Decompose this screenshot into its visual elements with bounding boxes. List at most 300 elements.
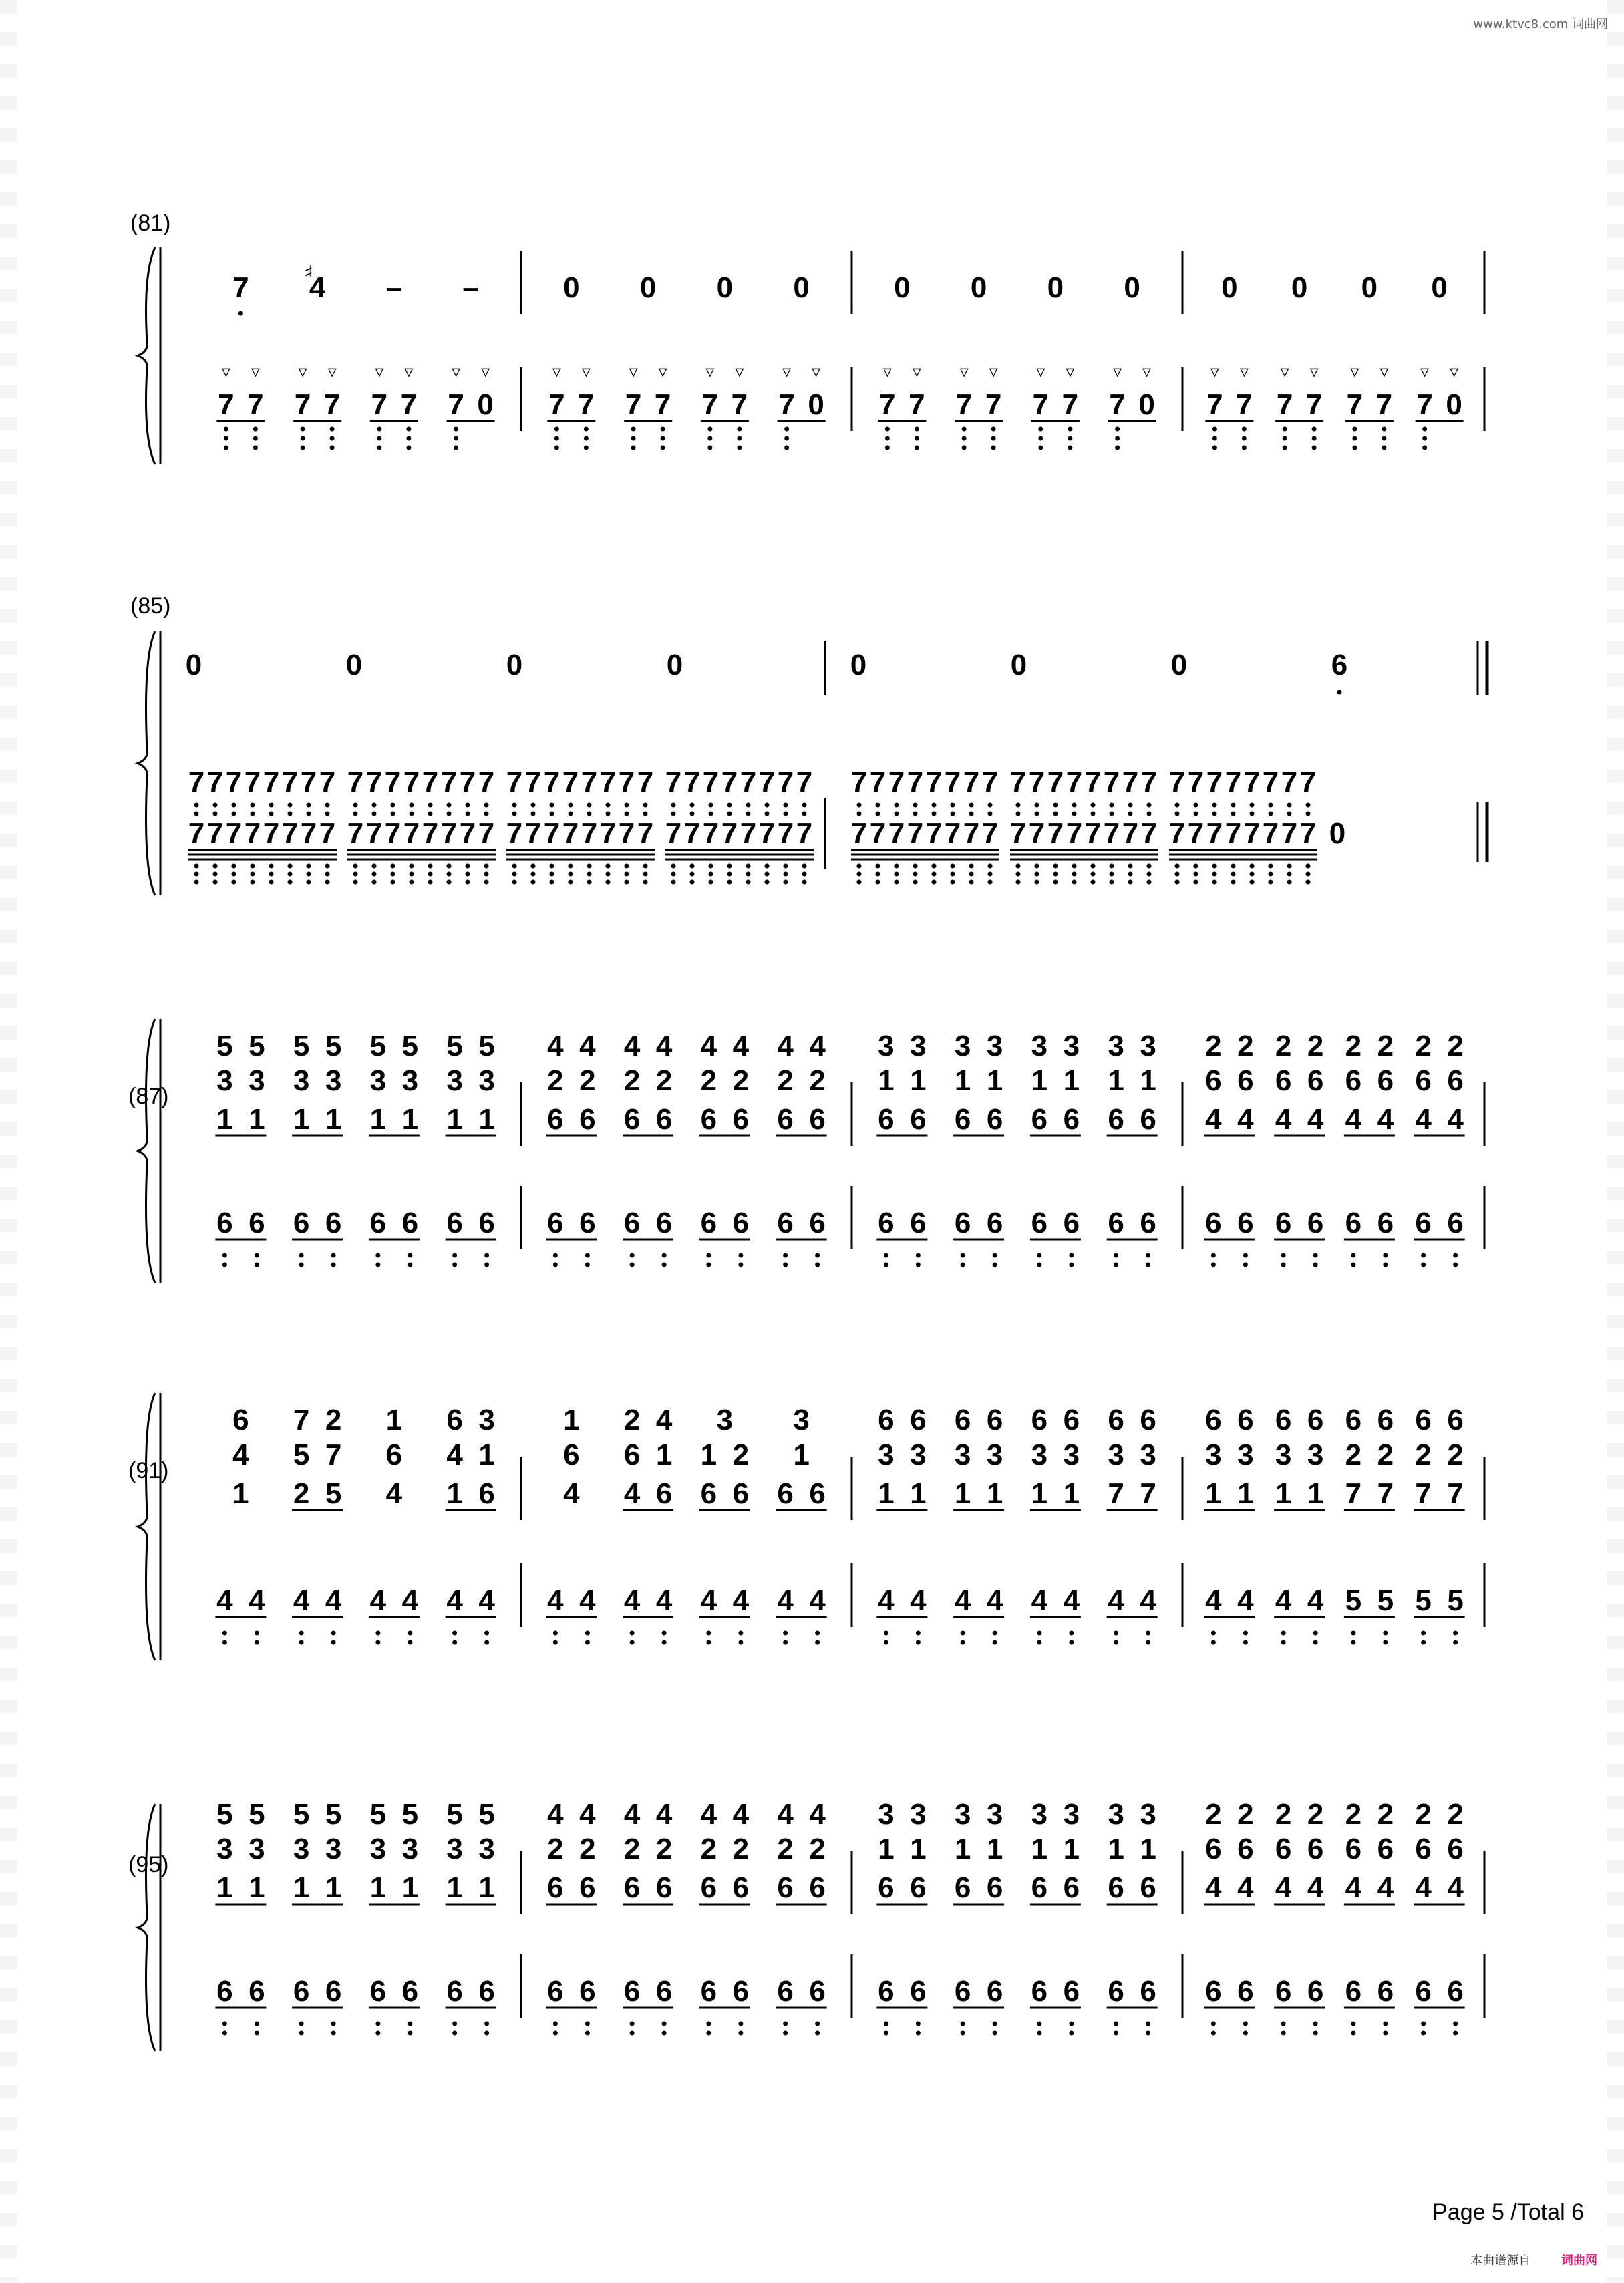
octave-dot — [746, 812, 751, 816]
chord-note: 3 — [910, 1030, 927, 1062]
chord-note: 2 — [809, 1064, 826, 1097]
octave-dot — [884, 1640, 888, 1645]
octave-dot — [288, 864, 293, 869]
chord-note: 6 — [655, 1103, 673, 1136]
bass-note: 7 — [701, 388, 719, 421]
chord-note: 3 — [1063, 1438, 1080, 1471]
bass-note: 7 — [188, 766, 205, 798]
bass-note: 6 — [655, 1207, 673, 1239]
chord-note: 6 — [1345, 1404, 1362, 1436]
chord-note: 1 — [1237, 1477, 1254, 1510]
bass-note: 7 — [1047, 817, 1064, 850]
treble-note: – — [385, 271, 403, 304]
chord-note: 2 — [777, 1064, 794, 1097]
octave-dot — [784, 872, 788, 877]
octave-dot — [375, 2031, 380, 2036]
octave-dot — [932, 812, 937, 816]
octave-dot — [1072, 872, 1077, 877]
octave-dot — [484, 2022, 489, 2026]
octave-dot — [1382, 436, 1386, 441]
chord-note: 3 — [1031, 1438, 1048, 1471]
bass-note: 7 — [888, 817, 905, 850]
octave-dot — [1383, 2031, 1388, 2036]
octave-dot — [662, 1263, 667, 1267]
octave-dot — [961, 1631, 965, 1636]
treble-note: 0 — [1010, 649, 1027, 681]
bass-note: 7 — [1140, 817, 1158, 850]
octave-dot — [1194, 880, 1198, 885]
bass-note: 7 — [319, 817, 336, 850]
octave-dot — [709, 812, 713, 816]
measure-number: (81) — [130, 210, 171, 236]
bass-note: 7 — [625, 388, 642, 421]
octave-dot — [784, 812, 788, 816]
chord-note: 2 — [1275, 1030, 1292, 1062]
chord-note: 6 — [623, 1438, 641, 1471]
octave-dot — [372, 812, 377, 816]
chord-note: 2 — [1237, 1798, 1254, 1831]
octave-dot — [1231, 864, 1236, 869]
bass-note: 7 — [422, 766, 439, 798]
bass-note: 7 — [1243, 766, 1261, 798]
chord-note: 1 — [563, 1404, 580, 1436]
bass-note: 7 — [1103, 766, 1120, 798]
chord-note: 2 — [655, 1833, 673, 1865]
octave-dot — [466, 880, 470, 885]
octave-dot — [857, 812, 862, 816]
octave-dot — [391, 880, 395, 885]
octave-dot — [213, 880, 218, 885]
octave-dot — [625, 812, 629, 816]
bass-note: 7 — [963, 766, 980, 798]
chord-note: 6 — [1377, 1404, 1394, 1436]
octave-dot — [1383, 1263, 1388, 1267]
octave-dot — [1352, 436, 1357, 441]
octave-dot — [251, 803, 255, 808]
octave-dot — [671, 872, 676, 877]
chord-note: 1 — [325, 1103, 342, 1136]
octave-dot — [738, 2022, 743, 2026]
bass-note: 6 — [700, 1207, 717, 1239]
brace — [138, 1804, 155, 2051]
octave-dot — [1146, 1631, 1150, 1636]
octave-dot — [1212, 446, 1217, 450]
chord-note: 1 — [700, 1438, 717, 1471]
octave-dot — [630, 1253, 635, 1258]
chord-note: 6 — [1307, 1064, 1324, 1097]
chord-note: 1 — [1031, 1064, 1048, 1097]
octave-dot — [325, 880, 330, 885]
octave-dot — [1110, 812, 1114, 816]
bass-note: 7 — [562, 817, 579, 850]
octave-dot — [1146, 1640, 1150, 1645]
octave-dot — [466, 864, 470, 869]
octave-dot — [1072, 803, 1077, 808]
octave-dot — [1421, 2031, 1426, 2036]
octave-dot — [410, 812, 414, 816]
octave-dot — [988, 803, 993, 808]
octave-dot — [783, 2031, 788, 2036]
octave-dot — [1243, 2022, 1248, 2026]
octave-dot — [1114, 1640, 1118, 1645]
octave-dot — [884, 2031, 888, 2036]
chord-note: 5 — [216, 1798, 233, 1831]
octave-dot — [969, 864, 974, 869]
octave-dot — [961, 2022, 965, 2026]
bass-note: 0 — [808, 388, 824, 421]
bass-note: 4 — [216, 1584, 233, 1617]
octave-dot — [727, 803, 732, 808]
octave-dot — [410, 872, 414, 877]
octave-dot — [1053, 864, 1058, 869]
octave-dot — [585, 2022, 590, 2026]
bass-note: 6 — [1140, 1975, 1156, 2008]
staccato-mark: ▿ — [221, 362, 230, 382]
octave-dot — [671, 864, 676, 869]
octave-dot — [706, 1253, 711, 1258]
chord-note: 2 — [325, 1404, 342, 1436]
octave-dot — [452, 1631, 457, 1636]
chord-note: 1 — [249, 1103, 265, 1136]
chord-note: 1 — [1108, 1064, 1124, 1097]
treble-note: 0 — [666, 649, 683, 681]
brand-footer — [1470, 2251, 1597, 2268]
octave-dot — [255, 2031, 259, 2036]
bass-note: 4 — [655, 1584, 673, 1617]
bass-note: 6 — [910, 1975, 927, 2008]
octave-dot — [1053, 872, 1058, 877]
chord-note: 6 — [1205, 1064, 1222, 1097]
octave-dot — [331, 2031, 336, 2036]
bass-note: 7 — [683, 817, 701, 850]
octave-dot — [690, 864, 695, 869]
chord-note: 3 — [910, 1798, 927, 1831]
octave-dot — [671, 812, 676, 816]
octave-dot — [1069, 2031, 1074, 2036]
octave-dot — [375, 2022, 380, 2026]
staccato-mark: ▿ — [1280, 362, 1289, 382]
octave-dot — [1211, 1263, 1216, 1267]
staccato-mark: ▿ — [1239, 362, 1249, 382]
octave-dot — [377, 436, 381, 441]
octave-dot — [554, 446, 559, 450]
octave-dot — [331, 2022, 336, 2026]
octave-dot — [951, 872, 955, 877]
octave-dot — [1212, 436, 1217, 441]
bass-note: 6 — [1377, 1207, 1394, 1239]
bass-note: 7 — [637, 766, 654, 798]
octave-dot — [784, 880, 788, 885]
chord-note: 4 — [1415, 1871, 1432, 1904]
octave-dot — [194, 812, 199, 816]
octave-dot — [630, 2022, 635, 2026]
chord-note: 2 — [1345, 1798, 1362, 1831]
octave-dot — [484, 872, 489, 877]
bass-note: 7 — [319, 766, 336, 798]
bass-note: 4 — [954, 1584, 971, 1617]
chord-note: 1 — [1108, 1833, 1124, 1865]
octave-dot — [251, 812, 255, 816]
octave-dot — [1281, 1631, 1286, 1636]
octave-dot — [353, 812, 358, 816]
staccato-mark: ▿ — [1309, 362, 1319, 382]
octave-dot — [1016, 880, 1021, 885]
octave-dot — [1212, 812, 1217, 816]
chord-note: 6 — [954, 1404, 971, 1436]
octave-dot — [1312, 436, 1317, 441]
octave-dot — [512, 864, 517, 869]
octave-dot — [325, 803, 330, 808]
octave-dot — [738, 2031, 743, 2036]
bass-note: 6 — [369, 1207, 387, 1239]
octave-dot — [391, 812, 395, 816]
chord-note: 2 — [547, 1833, 564, 1865]
chord-note: 3 — [954, 1438, 971, 1471]
octave-dot — [1421, 2022, 1426, 2026]
octave-dot — [884, 1631, 888, 1636]
chord-note: 2 — [1345, 1438, 1362, 1471]
bass-note: 6 — [579, 1207, 596, 1239]
octave-dot — [1242, 436, 1247, 441]
chord-note: 6 — [809, 1871, 826, 1904]
chord-note: 4 — [563, 1477, 580, 1510]
octave-dot — [709, 880, 713, 885]
bass-note: 6 — [986, 1975, 1003, 2008]
bass-note: 6 — [700, 1975, 717, 2008]
octave-dot — [631, 427, 636, 432]
chord-note: 2 — [1275, 1798, 1292, 1831]
chord-note: 6 — [1377, 1833, 1394, 1865]
octave-dot — [1421, 1640, 1426, 1645]
octave-dot — [993, 1253, 997, 1258]
bass-note: 4 — [1205, 1584, 1222, 1617]
chord-note: 6 — [878, 1871, 895, 1904]
octave-dot — [553, 1253, 558, 1258]
octave-dot — [330, 446, 335, 450]
chord-note: 6 — [878, 1404, 895, 1436]
octave-dot — [884, 1253, 888, 1258]
octave-dot — [1175, 872, 1180, 877]
octave-dot — [1114, 2022, 1118, 2026]
octave-dot — [1147, 872, 1152, 877]
octave-dot — [1038, 427, 1043, 432]
octave-dot — [447, 864, 452, 869]
octave-dot — [377, 427, 381, 432]
octave-dot — [1287, 803, 1292, 808]
bass-note: 7 — [1236, 388, 1253, 421]
bass-note: 6 — [954, 1975, 971, 2008]
octave-dot — [554, 427, 559, 432]
octave-dot — [1337, 690, 1342, 695]
octave-dot — [746, 872, 751, 877]
chord-note: 3 — [878, 1438, 895, 1471]
octave-dot — [643, 812, 648, 816]
octave-dot — [550, 812, 554, 816]
octave-dot — [1453, 1640, 1458, 1645]
octave-dot — [222, 2031, 227, 2036]
octave-dot — [1053, 880, 1058, 885]
octave-dot — [406, 436, 411, 441]
octave-dot — [428, 803, 433, 808]
chord-note: 4 — [547, 1030, 564, 1062]
bass-note: 6 — [547, 1207, 564, 1239]
bass-note: 7 — [1062, 388, 1079, 421]
chord-note: 7 — [1345, 1477, 1362, 1510]
chord-note: 4 — [809, 1798, 826, 1831]
bass-note: 7 — [440, 766, 458, 798]
octave-dot — [661, 446, 665, 450]
octave-dot — [222, 1640, 227, 1645]
octave-dot — [1110, 872, 1114, 877]
octave-dot — [643, 872, 648, 877]
octave-dot — [951, 812, 955, 816]
chord-note: 1 — [478, 1438, 495, 1471]
octave-dot — [1231, 803, 1236, 808]
chord-note: 3 — [986, 1030, 1003, 1062]
bass-note: 7 — [1047, 766, 1064, 798]
chord-note: 3 — [1140, 1798, 1156, 1831]
octave-dot — [299, 1640, 304, 1645]
bass-note: 6 — [809, 1207, 826, 1239]
chord-note: 4 — [655, 1030, 673, 1062]
octave-dot — [447, 803, 452, 808]
octave-dot — [1250, 880, 1255, 885]
octave-dot — [1351, 2031, 1355, 2036]
octave-dot — [307, 812, 311, 816]
bass-note: 7 — [955, 388, 973, 421]
bass-note: 6 — [1205, 1975, 1222, 2008]
chord-note: 5 — [249, 1798, 265, 1831]
octave-dot — [671, 803, 676, 808]
bass-note: 7 — [300, 817, 317, 850]
chord-note: 4 — [1307, 1103, 1324, 1136]
octave-dot — [301, 446, 305, 450]
chord-note: 2 — [1205, 1798, 1222, 1831]
chord-note: 1 — [249, 1871, 265, 1904]
octave-dot — [569, 812, 573, 816]
chord-note: 3 — [1237, 1438, 1254, 1471]
octave-dot — [1175, 880, 1180, 885]
octave-dot — [484, 880, 489, 885]
chord-note: 6 — [655, 1477, 673, 1510]
chord-note: 3 — [1031, 1030, 1048, 1062]
bass-note: 7 — [1375, 388, 1393, 421]
bass-note: 7 — [300, 766, 317, 798]
octave-dot — [224, 446, 228, 450]
octave-dot — [784, 864, 788, 869]
chord-note: 4 — [1377, 1103, 1394, 1136]
octave-dot — [585, 1263, 590, 1267]
chord-note: 7 — [1377, 1477, 1394, 1510]
bass-note: 5 — [1447, 1584, 1464, 1617]
octave-dot — [553, 1631, 558, 1636]
bass-note: 7 — [618, 817, 635, 850]
octave-dot — [484, 864, 489, 869]
octave-dot — [587, 864, 592, 869]
octave-dot — [606, 864, 611, 869]
bass-note: 4 — [1140, 1584, 1156, 1617]
bass-note: 0 — [477, 388, 494, 421]
bass-note: 7 — [1187, 766, 1204, 798]
chord-note: 3 — [446, 1833, 463, 1865]
bass-note: 6 — [1108, 1975, 1124, 2008]
treble-note: 0 — [639, 271, 657, 304]
octave-dot — [631, 436, 636, 441]
treble-note: 0 — [1431, 271, 1448, 304]
chord-note: 1 — [216, 1871, 233, 1904]
chord-note: 2 — [623, 1404, 641, 1436]
chord-note: 3 — [1031, 1798, 1048, 1831]
chord-note: 3 — [216, 1064, 233, 1097]
chord-note: 1 — [325, 1871, 342, 1904]
octave-dot — [299, 2022, 304, 2026]
staccato-mark: ▿ — [481, 362, 490, 382]
octave-dot — [410, 803, 414, 808]
chord-note: 4 — [1237, 1871, 1254, 1904]
octave-dot — [962, 427, 967, 432]
chord-note: 4 — [1275, 1871, 1292, 1904]
chord-note: 3 — [716, 1404, 734, 1436]
chord-note: 4 — [732, 1030, 750, 1062]
chord-note: 1 — [385, 1404, 403, 1436]
bass-note: 6 — [249, 1975, 265, 2008]
octave-dot — [466, 803, 470, 808]
chord-note: 1 — [1031, 1833, 1048, 1865]
bass-note: 6 — [401, 1207, 419, 1239]
bass-note: 6 — [986, 1207, 1003, 1239]
chord-note: 4 — [809, 1030, 826, 1062]
octave-dot — [876, 872, 880, 877]
chord-note: 3 — [1108, 1438, 1124, 1471]
bass-note: 7 — [281, 817, 299, 850]
octave-dot — [550, 864, 554, 869]
octave-dot — [1091, 880, 1096, 885]
octave-dot — [802, 812, 807, 816]
bass-note: 6 — [1237, 1975, 1254, 2008]
chord-note: 2 — [1447, 1438, 1464, 1471]
octave-dot — [916, 1640, 921, 1645]
chord-note: 2 — [1237, 1030, 1254, 1062]
octave-dot — [738, 1640, 743, 1645]
octave-dot — [1250, 864, 1255, 869]
octave-dot — [1037, 2031, 1041, 2036]
octave-dot — [253, 446, 258, 450]
bass-note: 6 — [401, 1975, 419, 2008]
octave-dot — [1421, 1263, 1426, 1267]
chord-note: 2 — [700, 1064, 717, 1097]
octave-dot — [531, 872, 536, 877]
octave-dot — [484, 812, 489, 816]
bass-note: 7 — [400, 388, 418, 421]
brand-left: 本曲谱源自 — [1470, 2254, 1531, 2268]
octave-dot — [428, 872, 433, 877]
octave-dot — [991, 427, 996, 432]
octave-dot — [815, 1640, 820, 1645]
octave-dot — [988, 812, 993, 816]
octave-dot — [1128, 872, 1133, 877]
octave-dot — [447, 872, 452, 877]
octave-dot — [1211, 2022, 1216, 2026]
octave-dot — [815, 1253, 820, 1258]
site-tag: www.ktvc8.com 词曲网 — [1473, 17, 1608, 31]
octave-dot — [269, 803, 274, 808]
octave-dot — [307, 803, 311, 808]
octave-dot — [466, 872, 470, 877]
octave-dot — [895, 803, 899, 808]
octave-dot — [884, 2022, 888, 2026]
chord-note: 6 — [579, 1871, 596, 1904]
bass-note: 7 — [796, 766, 813, 798]
